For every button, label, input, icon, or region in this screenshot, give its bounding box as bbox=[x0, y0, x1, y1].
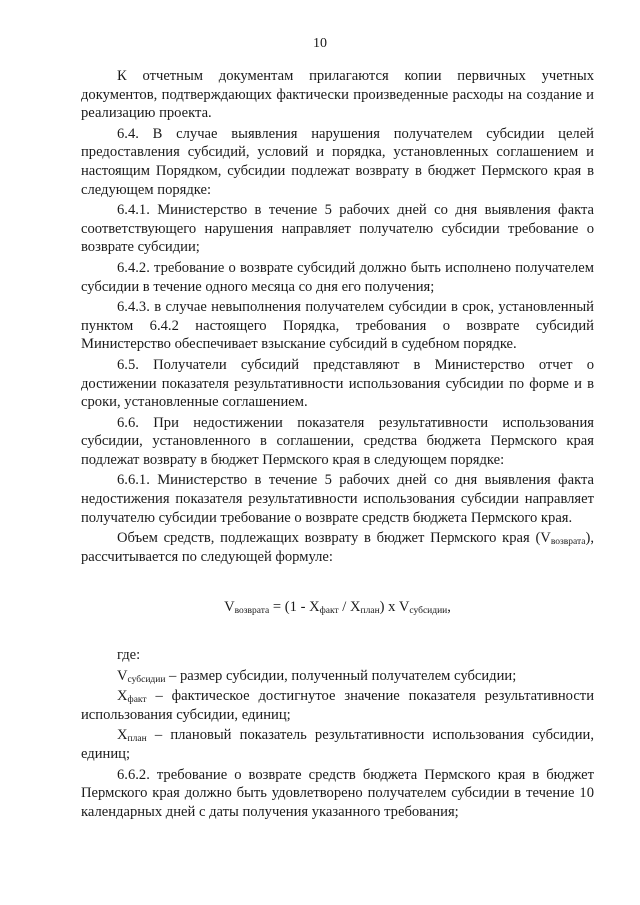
def1-text: – размер субсидии, полученный получателем субсидии; bbox=[165, 667, 517, 684]
paragraph-6-6-1: 6.6.1. Министерство в течение 5 рабочих дней со дня выявления факта недостижения показателя результативности использования субсидии направляет получателю субсидии требование о возврате средств бюджета Пермского края. bbox=[81, 472, 594, 526]
paragraph-where: где: bbox=[117, 647, 141, 664]
paragraph-6-6: 6.6. При недостижении показателя результативности использования субсидии, установленного в соглашении, средства бюджета Пермского края подлежат возврату в бюджет Пермского края в следующем порядке: bbox=[81, 414, 594, 468]
paragraph-6-6-2: 6.6.2. требование о возврате средств бюджета Пермского края в бюджет Пермского края должно быть удовлетворено получателем субсидии в течение 10 календарных дней с даты получения указанного требования; bbox=[81, 766, 594, 820]
formula-end: , bbox=[447, 599, 451, 616]
definition-v-subsidy bbox=[81, 667, 594, 686]
return-formula bbox=[81, 598, 594, 617]
formula-v-subsidy-sub: субсидии bbox=[409, 606, 448, 617]
paragraph-6-4-1: 6.4.1. Министерство в течение 5 рабочих дней со дня выявления факта соответствующего нарушения направляет получателю субсидии требование о возврате субсидии; bbox=[81, 202, 594, 256]
paragraph-6-5: 6.5. Получатели субсидий представляют в Министерство отчет о достижении показателя результативности использования субсидии по форме и в сроки, установленные соглашением. bbox=[81, 356, 594, 411]
def2-text: – фактическое достигнутое значение показателя результативности использования субсидии, единиц; bbox=[81, 688, 594, 723]
definition-x-fact bbox=[81, 687, 594, 724]
paragraph-6-4-2: 6.4.2. требование о возврате субсидий должно быть исполнено получателем субсидии в течение одного месяца со дня его получения; bbox=[81, 259, 594, 295]
def3-subscript: план bbox=[127, 734, 147, 745]
page-number: 10 bbox=[313, 36, 327, 51]
def2-subscript: факт bbox=[127, 695, 147, 706]
def3-text: – плановый показатель результативности использования субсидии, единиц; bbox=[81, 727, 594, 762]
definition-x-plan bbox=[81, 726, 594, 763]
formula-x-fact-sub: факт bbox=[319, 606, 339, 617]
volume-text-post: ), рассчитывается по следующей формуле: bbox=[81, 530, 594, 565]
paragraph-volume-of-funds bbox=[81, 529, 594, 566]
paragraph-6-4-3: 6.4.3. в случае невыполнения получателем субсидии в срок, установленный пунктом 6.4.2 настоящего Порядка, требования о возврате субсидий Министерство обеспечивает взыскание субсидий в судебном порядке. bbox=[81, 299, 594, 353]
document-body bbox=[81, 67, 594, 821]
formula-x-plan-sub: план bbox=[360, 606, 380, 617]
def1-symbol: V bbox=[117, 667, 128, 684]
paragraph-reporting-docs: К отчетным документам прилагаются копии первичных учетных документов, подтверждающих фактически произведенные расходы на создание и реализацию проекта. bbox=[81, 68, 594, 122]
formula-v-sub: возврата bbox=[234, 606, 270, 617]
def1-subscript: субсидии bbox=[127, 674, 166, 685]
def3-symbol: X bbox=[117, 727, 128, 744]
formula-part-3: ) x V bbox=[379, 599, 410, 616]
formula-part-1: = (1 - X bbox=[269, 599, 320, 616]
formula-v: V bbox=[224, 599, 235, 616]
volume-text-pre: Объем средств, подлежащих возврату в бюджет Пермского края (V bbox=[117, 530, 551, 547]
def2-symbol: X bbox=[117, 688, 128, 705]
formula-part-2: / X bbox=[338, 599, 361, 616]
paragraph-6-4: 6.4. В случае выявления нарушения получателем субсидии целей предоставления субсидий, условий и порядка, установленных соглашением и настоящим Порядком, субсидии подлежат возврату в бюджет Пермского края в следующем порядке: bbox=[81, 125, 594, 198]
volume-subscript: возврата bbox=[550, 537, 586, 548]
